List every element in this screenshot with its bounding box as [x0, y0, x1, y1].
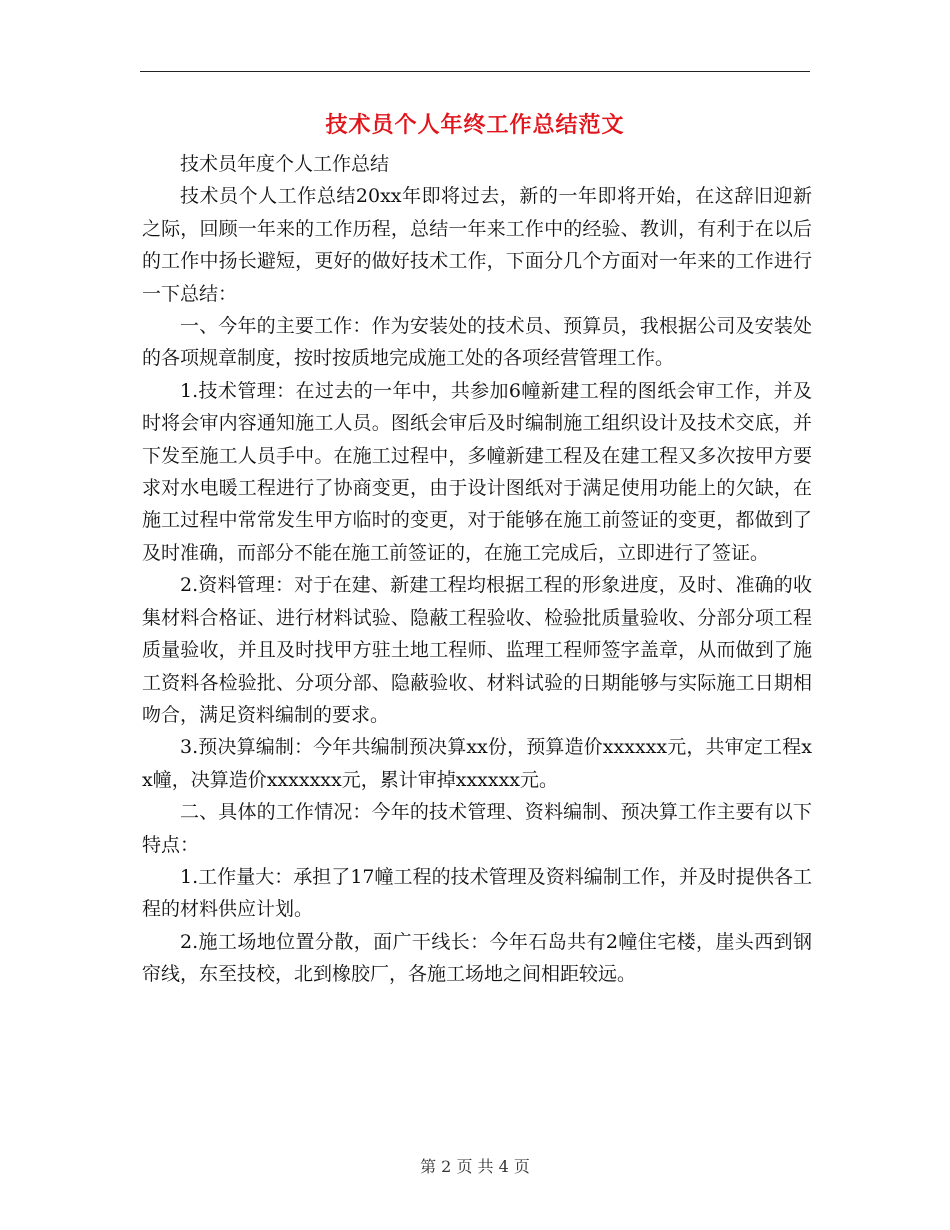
paragraph-work-details: 二、具体的工作情况：今年的技术管理、资料编制、预决算工作主要有以下特点：: [142, 801, 812, 856]
header-rule: [140, 71, 810, 72]
paragraph-subtitle: 技术员年度个人工作总结: [180, 153, 390, 175]
paragraph-document-management: 2.资料管理：对于在建、新建工程均根据工程的形象进度，及时、准确的收集材料合格证、进行材料试验、隐蔽工程验收、检验批质量验收、分部分项工程质量验收，并且及时找甲方驻土地工程师、监理工程师签字盖章，从而做到了施工资料各检验批、分项分部、隐蔽验收、材料试验的日期能够与实际施工日期相吻合，满足资料编制的要求。: [142, 574, 812, 726]
document-title: 技术员个人年终工作总结范文: [325, 113, 625, 138]
paragraph-budget: 3.预决算编制：今年共编制预决算xx份，预算造价xxxxxx元，共审定工程xx幢，决算造价xxxxxxx元，累计审掉xxxxxx元。: [142, 736, 812, 791]
paragraph-main-work: 一、今年的主要工作：作为安装处的技术员、预算员，我根据公司及安装处的各项规章制度，按时按质地完成施工处的各项经营管理工作。: [142, 315, 812, 370]
page-number: [0, 1154, 950, 1177]
paragraph-workload: 1.工作量大：承担了17幢工程的技术管理及资料编制工作，并及时提供各工程的材料供应计划。: [142, 865, 812, 921]
document-body: [142, 148, 812, 991]
paragraph-tech-management: 1.技术管理：在过去的一年中，共参加6幢新建工程的图纸会审工作，并及时将会审内容通知施工人员。图纸会审后及时编制施工组织设计及技术交底，并下发至施工人员手中。在施工过程中，多幢新建工程及在建工程又多次按甲方要求对水电暖工程进行了协商变更，由于设计图纸对于满足使用功能上的欠缺，在施工过程中常常发生甲方临时的变更，对于能够在施工前签证的变更，都做到了及时准确，而部分不能在施工前签证的，在施工完成后，立即进行了签证。: [142, 379, 812, 564]
paragraph-intro: 技术员个人工作总结20xx年即将过去，新的一年即将开始，在这辞旧迎新之际，回顾一年来的工作历程，总结一年来工作中的经验、教训，有利于在以后的工作中扬长避短，更好的做好技术工作，下面分几个方面对一年来的工作进行一下总结：: [142, 185, 812, 305]
page-number-text: 第 2 页 共 4 页: [420, 1157, 530, 1176]
paragraph-sites: 2.施工场地位置分散，面广干线长：今年石岛共有2幢住宅楼，崖头西到钢帘线，东至技校，北到橡胶厂，各施工场地之间相距较远。: [142, 930, 812, 986]
